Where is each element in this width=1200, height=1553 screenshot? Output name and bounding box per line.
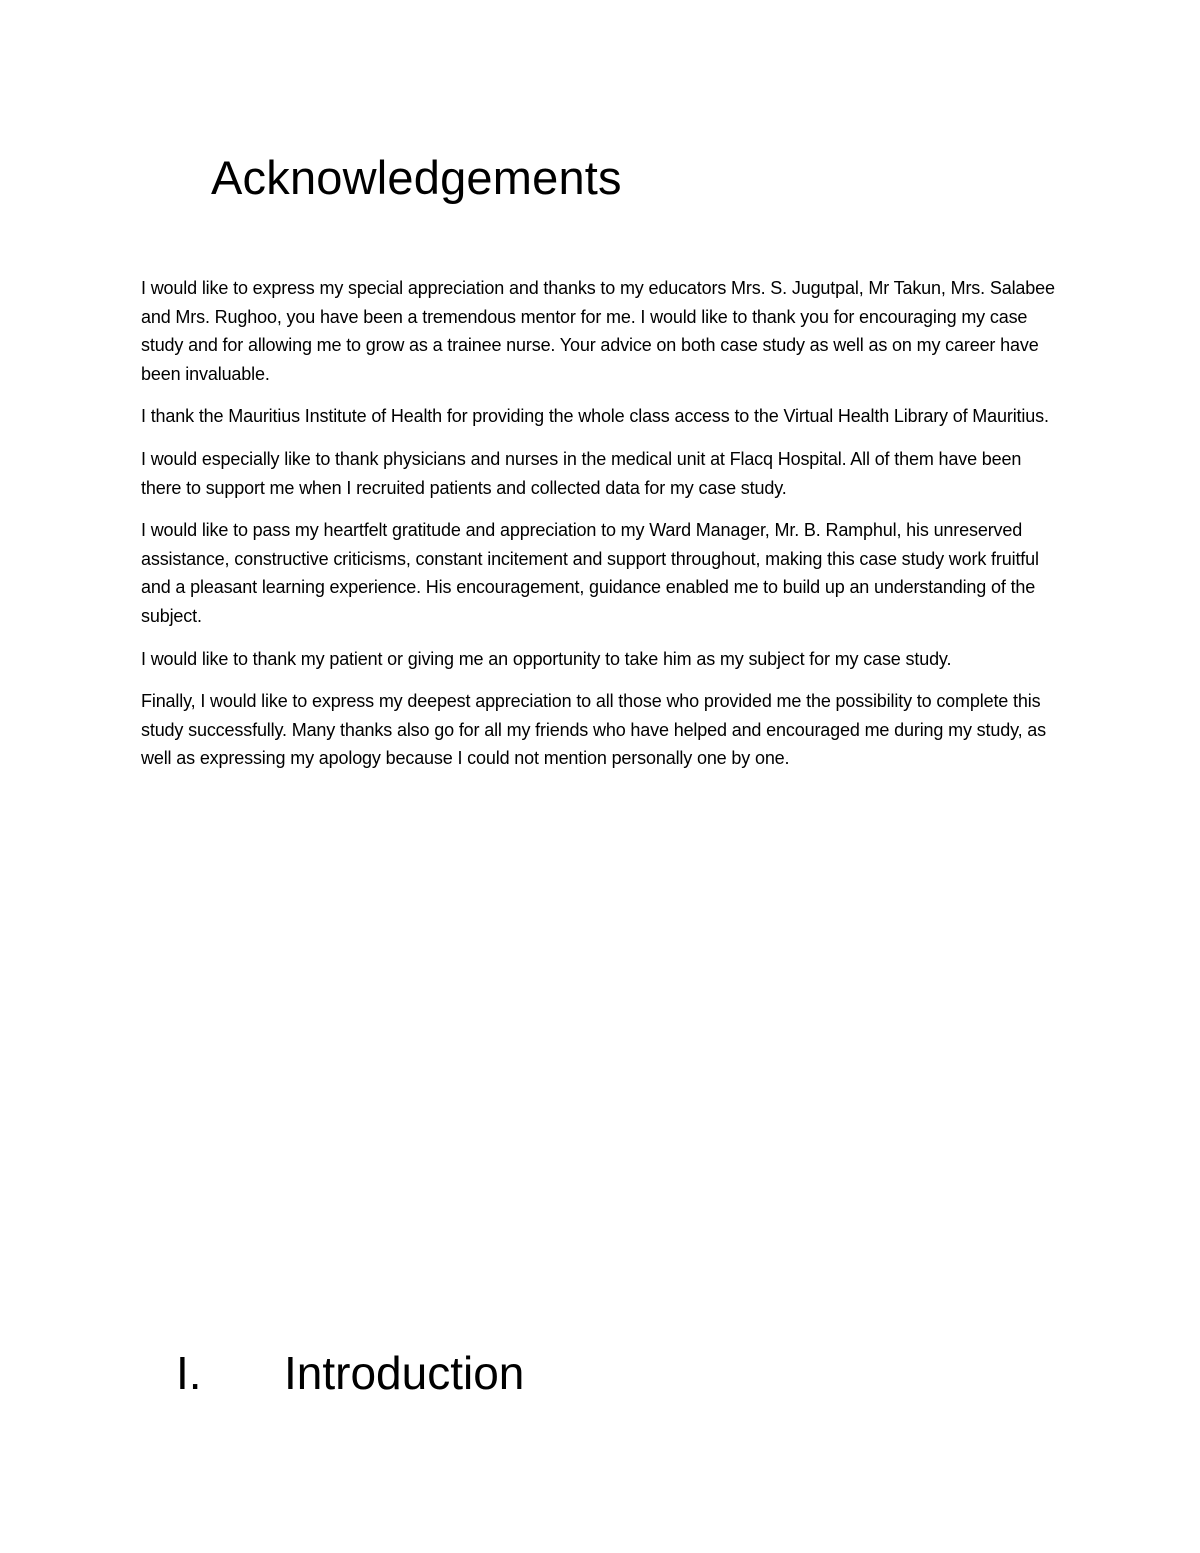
acknowledgements-paragraph-3: I would especially like to thank physicians and nurses in the medical unit at Flacq Hospital. All of them have been there to support me when I recruited patients and collected data for my case study.	[141, 448, 1022, 498]
acknowledgements-paragraph-5: I would like to thank my patient or giving me an opportunity to take him as my subject for my case study.	[141, 648, 952, 669]
acknowledgements-paragraph-1: I would like to express my special appreciation and thanks to my educators Mrs. S. Jugutpal, Mr Takun, Mrs. Salabee and Mrs. Rughoo, you have been a tremendous mentor for me. I would like to thank you for encouraging my case study and for allowing me to grow as a trainee nurse. Your advice on both case study as well as on my career have been invaluable.	[141, 278, 1055, 384]
section-title: Introduction	[284, 1347, 525, 1399]
acknowledgements-paragraph-4: I would like to pass my heartfelt gratitude and appreciation to my Ward Manager, Mr. B. Ramphul, his unreserved assistance, constructive criticisms, constant incitement and support throughout, making this case study work fruitful and a pleasant learning experience. His encouragement, guidance enabled me to build up an understanding of the subject.	[141, 520, 1039, 626]
section-number: I.	[176, 1347, 202, 1399]
acknowledgements-heading: Acknowledgements	[211, 151, 622, 204]
acknowledgements-paragraph-2: I thank the Mauritius Institute of Health for providing the whole class access to the Virtual Health Library of Mauritius.	[141, 406, 1049, 427]
acknowledgements-body	[141, 274, 1066, 787]
acknowledgements-paragraph-6: Finally, I would like to express my deepest appreciation to all those who provided me the possibility to complete this study successfully. Many thanks also go for all my friends who have helped and encouraged me during my study, as well as expressing my apology because I could not mention personally one by one.	[141, 691, 1047, 769]
introduction-heading	[176, 1343, 524, 1403]
